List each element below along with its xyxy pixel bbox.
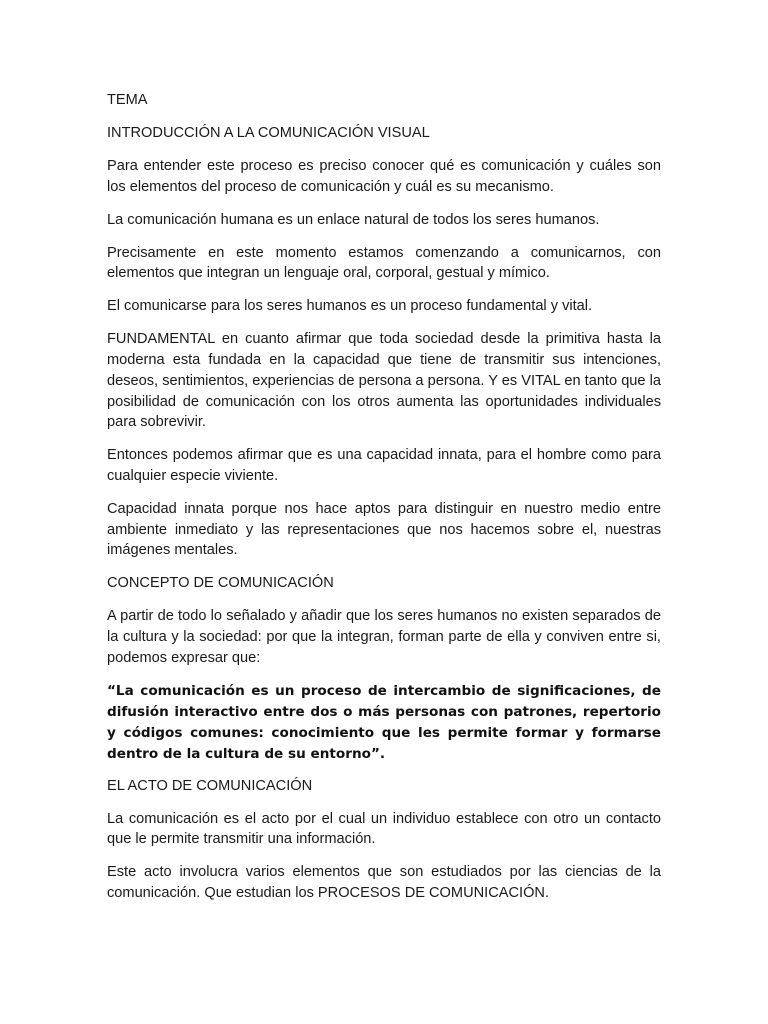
paragraph: Entonces podemos afirmar que es una capacidad innata, para el hombre como para cualquier especie viviente. (107, 447, 661, 484)
paragraph: La comunicación humana es un enlace natural de todos los seres humanos. (107, 211, 600, 228)
definition-quote: “La comunicación es un proceso de intercambio de significaciones, de difusión interactivo entre dos o más personas con patrones, repertorio y códigos comunes: conocimiento que les permite formar y formarse dentro de la cultura de su entorno”. (107, 682, 661, 763)
paragraph: El comunicarse para los seres humanos es un proceso fundamental y vital. (107, 298, 593, 315)
section-heading-concept: CONCEPTO DE COMUNICACIÓN (107, 575, 334, 592)
topic-label: TEMA (107, 92, 148, 108)
document-content (107, 90, 661, 916)
paragraph: Precisamente en este momento estamos comenzando a comunicarnos, con elementos que integran un lenguaje oral, corporal, gestual y mímico. (107, 244, 661, 282)
section-heading-introduction: INTRODUCCIÓN A LA COMUNICACIÓN VISUAL (107, 125, 430, 141)
paragraph: A partir de todo lo señalado y añadir que los seres humanos no existen separados de la cultura y la sociedad: por que la integran, forman parte de ella y conviven entre si, podemos expresar que: (107, 608, 661, 666)
paragraph: La comunicación es el acto por el cual un individuo establece con otro un contacto que le permite transmitir una información. (107, 810, 661, 848)
paragraph: Este acto involucra varios elementos que son estudiados por las ciencias de la comunicación. Que estudian los PROCESOS DE COMUNICACIÓN. (107, 864, 661, 901)
section-heading-act: EL ACTO DE COMUNICACIÓN (107, 777, 313, 794)
paragraph: Para entender este proceso es preciso conocer qué es comunicación y cuáles son los elementos del proceso de comunicación y cuál es su mecanismo. (107, 158, 661, 195)
paragraph: Capacidad innata porque nos hace aptos para distinguir en nuestro medio entre ambiente inmediato y las representaciones que nos hacemos sobre el, nuestras imágenes mentales. (107, 500, 661, 559)
paragraph: FUNDAMENTAL en cuanto afirmar que toda sociedad desde la primitiva hasta la moderna esta fundada en la capacidad que tiene de transmitir sus intenciones, deseos, sentimientos, experiencias de persona a persona. Y es VITAL en tanto que la posibilidad de comunicación con los otros aumenta las oportunidades individuales para sobrevivir. (107, 331, 661, 431)
